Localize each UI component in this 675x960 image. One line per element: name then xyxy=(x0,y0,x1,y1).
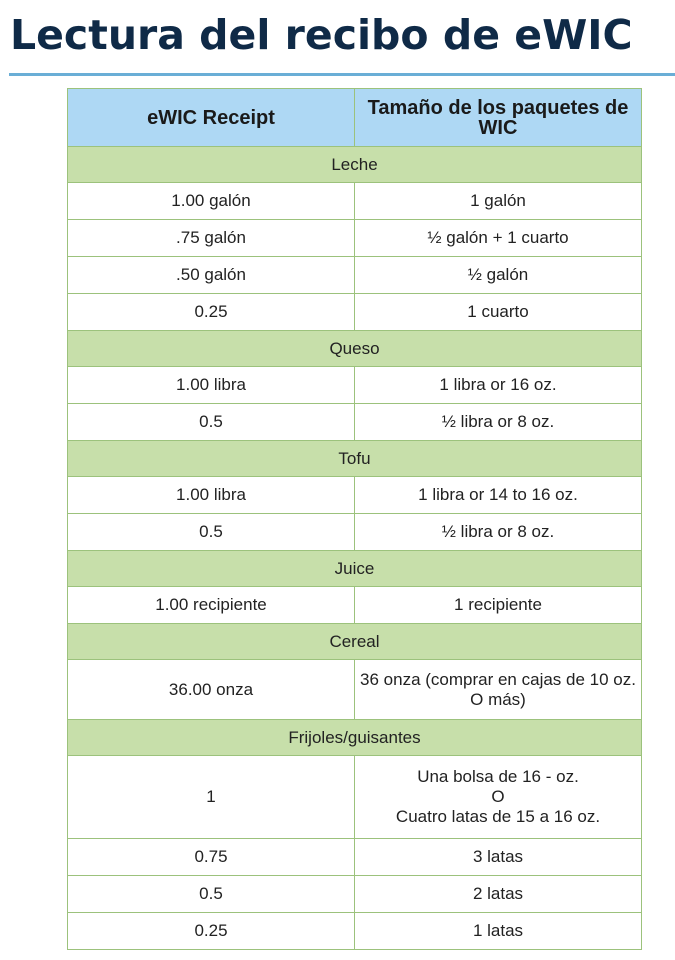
receipt-table xyxy=(67,88,642,950)
package-size: 1 cuarto xyxy=(355,294,642,331)
receipt-amount: 0.5 xyxy=(68,876,355,913)
package-size: ½ galón + 1 cuarto xyxy=(355,220,642,257)
receipt-amount: 0.75 xyxy=(68,839,355,876)
category-row xyxy=(68,551,642,587)
receipt-amount: 1.00 recipiente xyxy=(68,587,355,624)
table-row xyxy=(68,183,642,220)
package-size: ½ libra or 8 oz. xyxy=(355,514,642,551)
table-row xyxy=(68,220,642,257)
table-row xyxy=(68,477,642,514)
category-label: Leche xyxy=(68,147,642,183)
receipt-amount: 0.5 xyxy=(68,514,355,551)
package-size: 1 latas xyxy=(355,913,642,950)
package-size: 1 galón xyxy=(355,183,642,220)
category-row xyxy=(68,441,642,477)
header-ewic-receipt: eWIC Receipt xyxy=(68,89,355,147)
category-row xyxy=(68,147,642,183)
table-row xyxy=(68,404,642,441)
category-label: Queso xyxy=(68,331,642,367)
page-title: Lectura del recibo de eWIC xyxy=(10,11,633,59)
category-row xyxy=(68,331,642,367)
receipt-amount: 0.25 xyxy=(68,913,355,950)
package-size: 3 latas xyxy=(355,839,642,876)
category-label: Cereal xyxy=(68,624,642,660)
receipt-amount: 0.25 xyxy=(68,294,355,331)
table-row xyxy=(68,913,642,950)
receipt-amount: 1.00 libra xyxy=(68,367,355,404)
category-row xyxy=(68,624,642,660)
package-size: ½ galón xyxy=(355,257,642,294)
package-size: 1 libra or 14 to 16 oz. xyxy=(355,477,642,514)
table-row xyxy=(68,514,642,551)
receipt-amount: .50 galón xyxy=(68,257,355,294)
package-size: 1 libra or 16 oz. xyxy=(355,367,642,404)
table-row xyxy=(68,660,642,720)
table-header-row xyxy=(68,89,642,147)
table-row xyxy=(68,257,642,294)
table-row xyxy=(68,839,642,876)
table-body xyxy=(68,147,642,950)
receipt-amount: 1.00 galón xyxy=(68,183,355,220)
header-package-size: Tamaño de los paquetes de WIC xyxy=(355,89,642,147)
table-row xyxy=(68,587,642,624)
category-label: Tofu xyxy=(68,441,642,477)
receipt-amount: 1 xyxy=(68,756,355,839)
title-underline xyxy=(9,73,675,76)
receipt-amount: .75 galón xyxy=(68,220,355,257)
receipt-amount: 1.00 libra xyxy=(68,477,355,514)
package-size: Una bolsa de 16 - oz. O Cuatro latas de 15 a 16 oz. xyxy=(355,756,642,839)
package-size: 1 recipiente xyxy=(355,587,642,624)
receipt-amount: 36.00 onza xyxy=(68,660,355,720)
category-row xyxy=(68,720,642,756)
category-label: Juice xyxy=(68,551,642,587)
category-label: Frijoles/guisantes xyxy=(68,720,642,756)
package-size: 2 latas xyxy=(355,876,642,913)
package-size: 36 onza (comprar en cajas de 10 oz. O más) xyxy=(355,660,642,720)
table-row xyxy=(68,756,642,839)
table-row xyxy=(68,367,642,404)
table-row xyxy=(68,876,642,913)
package-size: ½ libra or 8 oz. xyxy=(355,404,642,441)
receipt-amount: 0.5 xyxy=(68,404,355,441)
table-row xyxy=(68,294,642,331)
